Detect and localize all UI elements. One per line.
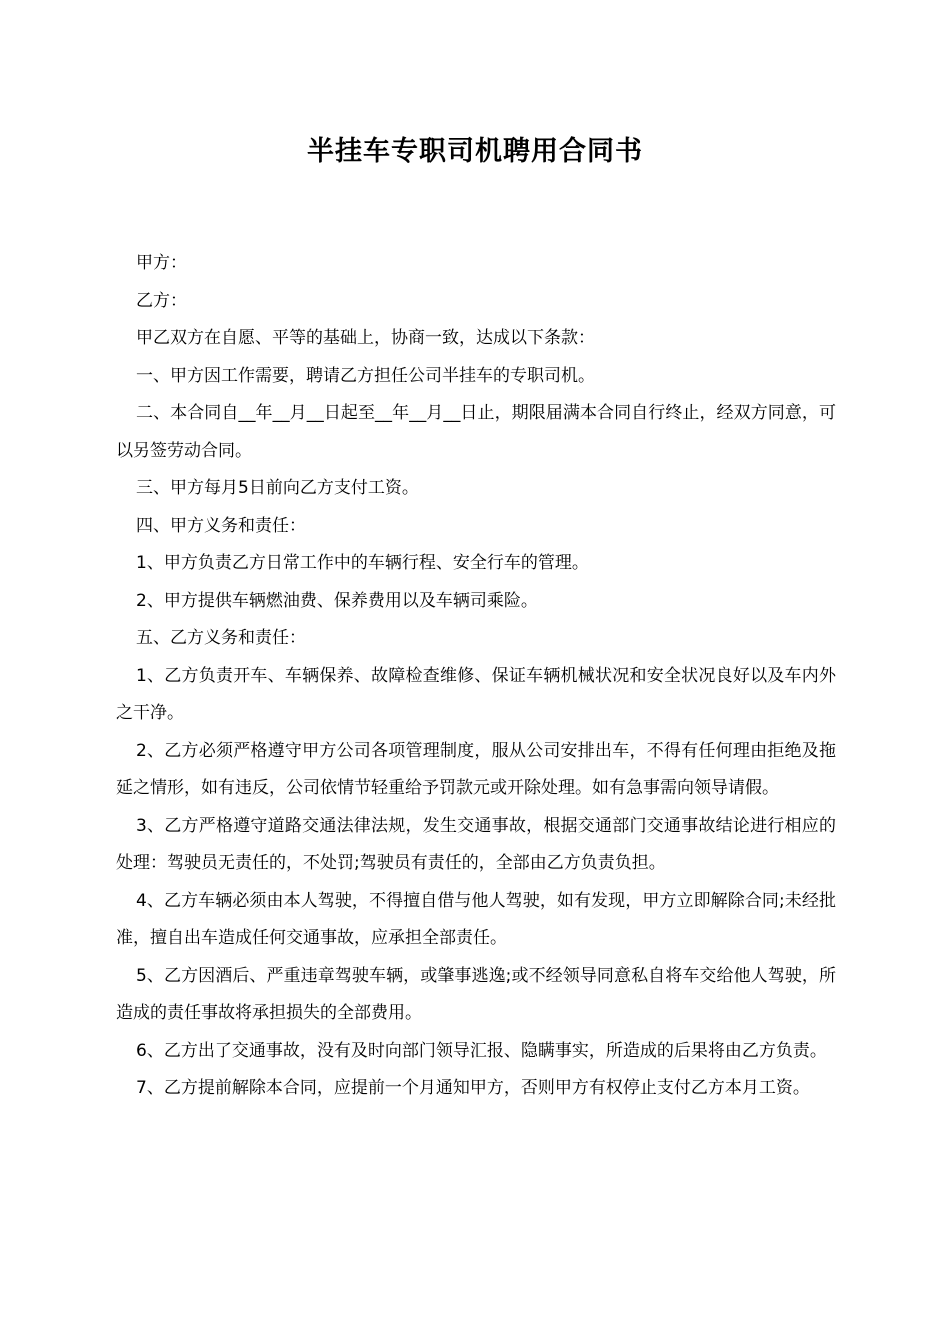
clause-5-item-1: 1、乙方负责开车、车辆保养、故障检查维修、保证车辆机械状况和安全状况良好以及车内外之干净。 — [116, 665, 836, 723]
clause-5-heading: 五、乙方义务和责任： — [136, 628, 306, 648]
clause-4-heading: 四、甲方义务和责任： — [136, 515, 306, 536]
clause-5-item-6: 6、乙方出了交通事故，没有及时向部门领导汇报、隐瞒事实，所造成的后果将由乙方负责。 — [136, 1040, 827, 1061]
clause-2: 二、本合同自__年__月__日起至__年__月__日止，期限届满本合同自行终止，经双方同意，可以另签劳动合同。 — [116, 403, 836, 461]
clause-5-item-2: 2、乙方必须严格遵守甲方公司各项管理制度，服从公司安排出车，不得有任何理由拒绝及拖延之情形，如有违反，公司依情节轻重给予罚款元或开除处理。如有急事需向领导请假。 — [116, 740, 836, 798]
clause-5-item-7: 7、乙方提前解除本合同，应提前一个月通知甲方，否则甲方有权停止支付乙方本月工资。 — [136, 1078, 810, 1098]
clause-5-item-4: 4、乙方车辆必须由本人驾驶，不得擅自借与他人驾驶，如有发现，甲方立即解除合同;未经批准，擅自出车造成任何交通事故，应承担全部责任。 — [116, 890, 836, 948]
clause-5-item-5: 5、乙方因酒后、严重违章驾驶车辆，或肇事逃逸;或不经领导同意私自将车交给他人驾驶，所造成的责任事故将承担损失的全部费用。 — [116, 965, 836, 1023]
party-b-line: 乙方： — [136, 290, 187, 311]
clause-3: 三、甲方每月5日前向乙方支付工资。 — [136, 478, 419, 498]
clause-4-item-2: 2、甲方提供车辆燃油费、保养费用以及车辆司乘险。 — [136, 590, 538, 611]
clause-5-item-3: 3、乙方严格遵守道路交通法律法规，发生交通事故，根据交通部门交通事故结论进行相应的处理：驾驶员无责任的，不处罚;驾驶员有责任的，全部由乙方负责负担。 — [116, 815, 836, 873]
party-a-line: 甲方： — [136, 253, 187, 273]
clause-1: 一、甲方因工作需要，聘请乙方担任公司半挂车的专职司机。 — [136, 365, 595, 386]
document-title: 半挂车专职司机聘用合同书 — [307, 136, 643, 167]
preamble-paragraph: 甲乙双方在自愿、平等的基础上，协商一致，达成以下条款： — [136, 328, 595, 348]
clause-4-item-1: 1、甲方负责乙方日常工作中的车辆行程、安全行车的管理。 — [136, 553, 589, 573]
document-body — [116, 245, 836, 1108]
